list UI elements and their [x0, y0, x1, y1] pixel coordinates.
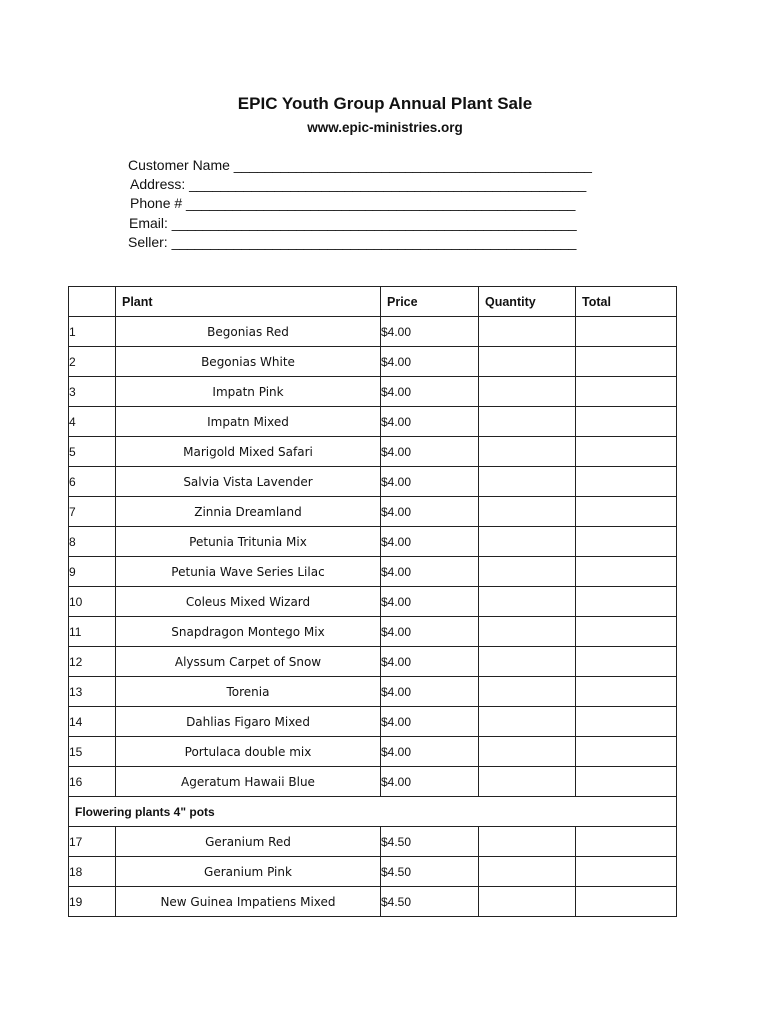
table-row	[69, 827, 677, 857]
plant-price: $4.00	[381, 437, 479, 467]
quantity-input[interactable]	[479, 407, 576, 437]
quantity-input[interactable]	[479, 557, 576, 587]
table-row	[69, 677, 677, 707]
row-number: 8	[69, 527, 116, 557]
plant-name: Petunia Tritunia Mix	[116, 527, 381, 557]
plant-price: $4.00	[381, 527, 479, 557]
plant-name: Snapdragon Montego Mix	[116, 617, 381, 647]
plant-name: Geranium Pink	[116, 857, 381, 887]
quantity-input[interactable]	[479, 437, 576, 467]
total-cell[interactable]	[576, 857, 677, 887]
table-row	[69, 647, 677, 677]
row-number: 15	[69, 737, 116, 767]
row-number: 12	[69, 647, 116, 677]
table-row	[69, 617, 677, 647]
quantity-input[interactable]	[479, 587, 576, 617]
table-row	[69, 347, 677, 377]
total-cell[interactable]	[576, 707, 677, 737]
plant-name: Marigold Mixed Safari	[116, 437, 381, 467]
row-number: 6	[69, 467, 116, 497]
table-row	[69, 557, 677, 587]
table-row	[69, 467, 677, 497]
header-price: Price	[381, 287, 479, 317]
table-header-row	[69, 287, 677, 317]
row-number: 9	[69, 557, 116, 587]
table-row	[69, 707, 677, 737]
row-number: 18	[69, 857, 116, 887]
total-cell[interactable]	[576, 617, 677, 647]
quantity-input[interactable]	[479, 737, 576, 767]
plant-price: $4.00	[381, 497, 479, 527]
plant-price: $4.00	[381, 737, 479, 767]
plant-price: $4.00	[381, 617, 479, 647]
plant-name: Alyssum Carpet of Snow	[116, 647, 381, 677]
plant-price: $4.00	[381, 557, 479, 587]
row-number: 14	[69, 707, 116, 737]
total-cell[interactable]	[576, 317, 677, 347]
row-number: 1	[69, 317, 116, 347]
total-cell[interactable]	[576, 347, 677, 377]
plant-name: Ageratum Hawaii Blue	[116, 767, 381, 797]
plant-price: $4.00	[381, 407, 479, 437]
quantity-input[interactable]	[479, 527, 576, 557]
plant-name: Salvia Vista Lavender	[116, 467, 381, 497]
row-number: 7	[69, 497, 116, 527]
plant-price: $4.00	[381, 647, 479, 677]
plant-price: $4.00	[381, 767, 479, 797]
quantity-input[interactable]	[479, 677, 576, 707]
row-number: 19	[69, 887, 116, 917]
row-number: 3	[69, 377, 116, 407]
quantity-input[interactable]	[479, 887, 576, 917]
table-row	[69, 767, 677, 797]
total-cell[interactable]	[576, 467, 677, 497]
row-number: 10	[69, 587, 116, 617]
plant-name: Impatn Mixed	[116, 407, 381, 437]
total-cell[interactable]	[576, 737, 677, 767]
quantity-input[interactable]	[479, 707, 576, 737]
quantity-input[interactable]	[479, 617, 576, 647]
quantity-input[interactable]	[479, 377, 576, 407]
plant-name: Begonias White	[116, 347, 381, 377]
plant-price: $4.50	[381, 827, 479, 857]
section-label: Flowering plants 4" pots	[69, 797, 677, 827]
table-row	[69, 587, 677, 617]
row-number: 4	[69, 407, 116, 437]
plant-price: $4.00	[381, 347, 479, 377]
quantity-input[interactable]	[479, 467, 576, 497]
plant-price: $4.00	[381, 677, 479, 707]
total-cell[interactable]	[576, 437, 677, 467]
plant-name: Begonias Red	[116, 317, 381, 347]
plant-price: $4.00	[381, 377, 479, 407]
plant-price: $4.50	[381, 857, 479, 887]
seller-field[interactable]: Seller: ____________________________________________________	[128, 234, 577, 250]
table-row	[69, 857, 677, 887]
plant-price: $4.00	[381, 467, 479, 497]
plant-name: Petunia Wave Series Lilac	[116, 557, 381, 587]
total-cell[interactable]	[576, 647, 677, 677]
plant-name: Geranium Red	[116, 827, 381, 857]
plant-price: $4.00	[381, 587, 479, 617]
plant-name: Portulaca double mix	[116, 737, 381, 767]
quantity-input[interactable]	[479, 827, 576, 857]
table-row	[69, 527, 677, 557]
quantity-input[interactable]	[479, 767, 576, 797]
total-cell[interactable]	[576, 557, 677, 587]
quantity-input[interactable]	[479, 347, 576, 377]
header-plant: Plant	[116, 287, 381, 317]
plant-name: Torenia	[116, 677, 381, 707]
quantity-input[interactable]	[479, 857, 576, 887]
total-cell[interactable]	[576, 497, 677, 527]
plant-price: $4.00	[381, 707, 479, 737]
row-number: 16	[69, 767, 116, 797]
total-cell[interactable]	[576, 377, 677, 407]
header-quantity: Quantity	[479, 287, 576, 317]
plant-name: Zinnia Dreamland	[116, 497, 381, 527]
table-row	[69, 377, 677, 407]
row-number: 5	[69, 437, 116, 467]
row-number: 17	[69, 827, 116, 857]
total-cell[interactable]	[576, 677, 677, 707]
table-row	[69, 317, 677, 347]
website-url: www.epic-ministries.org	[307, 120, 463, 135]
email-field[interactable]: Email: ____________________________________________________	[129, 215, 577, 231]
total-cell[interactable]	[576, 527, 677, 557]
row-number: 13	[69, 677, 116, 707]
quantity-input[interactable]	[479, 317, 576, 347]
header-number	[69, 287, 116, 317]
plant-order-table	[68, 286, 677, 917]
row-number: 2	[69, 347, 116, 377]
total-cell[interactable]	[576, 827, 677, 857]
total-cell[interactable]	[576, 587, 677, 617]
customer-name-field[interactable]: Customer Name ______________________________________________	[128, 157, 592, 173]
plant-price: $4.00	[381, 317, 479, 347]
table-row	[69, 437, 677, 467]
table-row	[69, 407, 677, 437]
plant-name: New Guinea Impatiens Mixed	[116, 887, 381, 917]
plant-name: Coleus Mixed Wizard	[116, 587, 381, 617]
total-cell[interactable]	[576, 767, 677, 797]
total-cell[interactable]	[576, 887, 677, 917]
plant-name: Impatn Pink	[116, 377, 381, 407]
phone-field[interactable]: Phone # __________________________________________________	[130, 195, 576, 211]
table-row	[69, 737, 677, 767]
quantity-input[interactable]	[479, 497, 576, 527]
section-row	[69, 797, 677, 827]
table-row	[69, 497, 677, 527]
row-number: 11	[69, 617, 116, 647]
plant-price: $4.50	[381, 887, 479, 917]
quantity-input[interactable]	[479, 647, 576, 677]
header-total: Total	[576, 287, 677, 317]
plant-name: Dahlias Figaro Mixed	[116, 707, 381, 737]
table-row	[69, 887, 677, 917]
page-title: EPIC Youth Group Annual Plant Sale	[237, 94, 533, 113]
address-field[interactable]: Address: ___________________________________________________	[130, 176, 587, 192]
total-cell[interactable]	[576, 407, 677, 437]
